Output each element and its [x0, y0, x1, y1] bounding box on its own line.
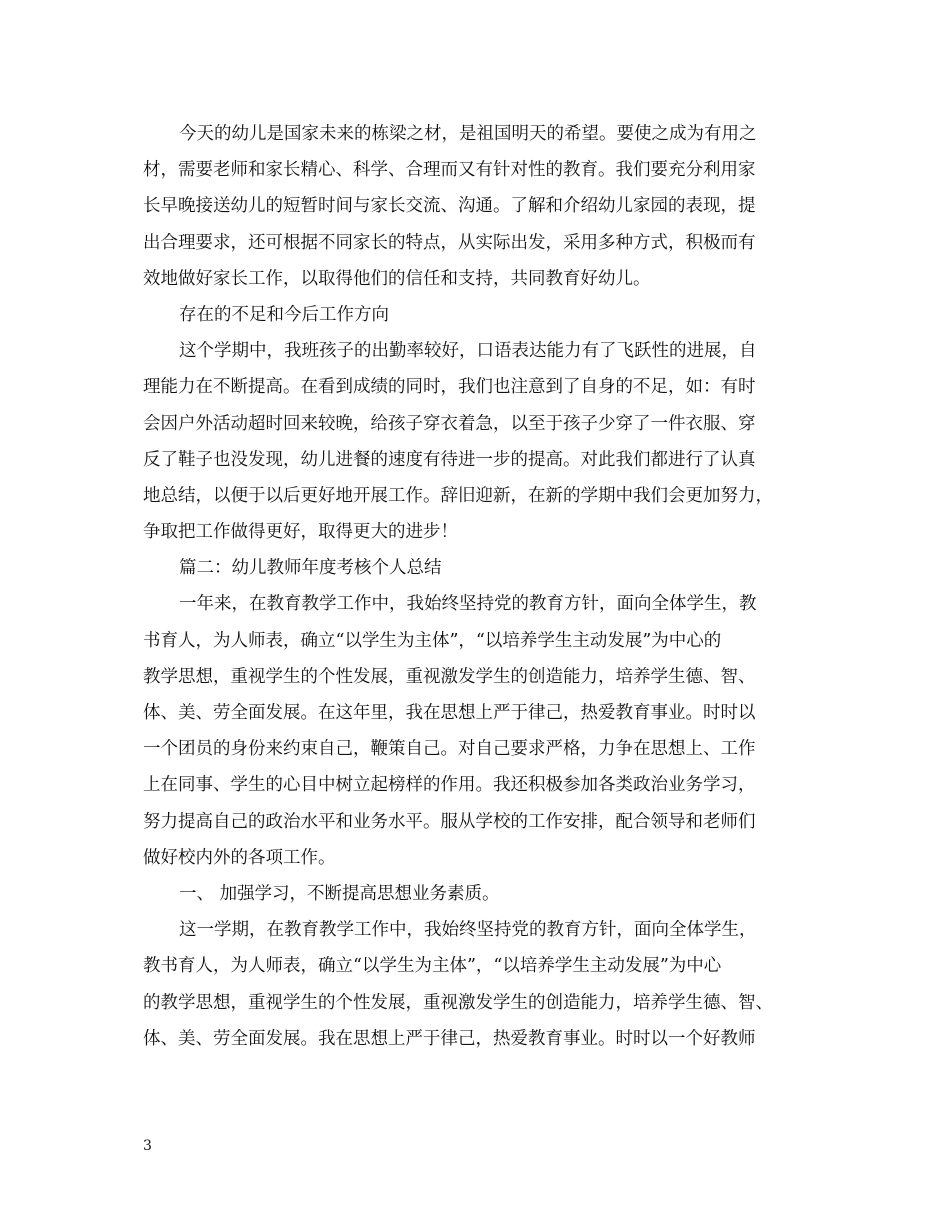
text-line: 上在同事、学生的心目中树立起榜样的作用。我还积极参加各类政治业务学习， — [143, 775, 756, 796]
text-line: 理能力在不断提高。在看到成绩的同时，我们也注意到了自身的不足，如：有时 — [143, 377, 756, 398]
text-line: 效地做好家长工作，以取得他们的信任和支持，共同教育好幼儿。 — [143, 268, 651, 289]
text-line: 地总结，以便于以后更好地开展工作。辞旧迎新，在新的学期中我们会更加努力， — [143, 485, 773, 506]
text-line: 做好校内外的各项工作。 — [143, 847, 336, 868]
text-line: 书育人，为人师表，确立“以学生为主体”，“以培养学生主动发展”为中心的 — [143, 630, 722, 651]
text-line: 今天的幼儿是国家未来的栋梁之材，是祖国明天的希望。要使之成为有用之 — [179, 124, 757, 144]
text-line: 这一学期，在教育教学工作中，我始终坚持党的教育方针，面向全体学生， — [179, 920, 757, 941]
document-body — [143, 116, 803, 1057]
text-line: 存在的不足和今后工作方向 — [179, 304, 389, 325]
text-line: 会因户外活动超时回来较晚，给孩子穿衣着急，以至于孩子少穿了一件衣服、穿 — [143, 413, 756, 434]
text-line: 反了鞋子也没发现，幼儿进餐的速度有待进一步的提高。对此我们都进行了认真 — [143, 449, 756, 470]
text-line: 一个团员的身份来约束自己，鞭策自己。对自己要求严格，力争在思想上、工作 — [143, 739, 756, 760]
text-line: 一、 加强学习，不断提高思想业务素质。 — [179, 883, 500, 904]
text-line: 教学思想，重视学生的个性发展，重视激发学生的创造能力，培养学生德、智、 — [143, 666, 756, 687]
text-line: 材，需要老师和家长精心、科学、合理而又有针对性的教育。我们要充分利用家 — [143, 160, 756, 181]
text-line: 出合理要求，还可根据不同家长的特点，从实际出发，采用多种方式，积极而有 — [143, 232, 756, 253]
text-line: 的教学思想，重视学生的个性发展，重视激发学生的创造能力，培养学生德、智、 — [143, 992, 773, 1013]
page-number: 3 — [143, 1138, 152, 1154]
text-line: 体、美、劳全面发展。我在思想上严于律己，热爱教育事业。时时以一个好教师 — [143, 1028, 756, 1049]
text-line: 体、美、劳全面发展。在这年里，我在思想上严于律己，热爱教育事业。时时以 — [143, 703, 756, 723]
text-line: 争取把工作做得更好，取得更大的进步！ — [143, 522, 458, 543]
text-line: 一年来，在教育教学工作中，我始终坚持党的教育方针，面向全体学生，教 — [179, 594, 757, 615]
text-line: 篇二：幼儿教师年度考核个人总结 — [179, 558, 442, 579]
text-line: 教书育人，为人师表，确立“以学生为主体”，“以培养学生主动发展”为中心 — [143, 956, 722, 977]
text-line: 这个学期中，我班孩子的出勤率较好，口语表达能力有了飞跃性的进展，自 — [179, 341, 757, 362]
text-line: 长早晚接送幼儿的短暂时间与家长交流、沟通。了解和介绍幼儿家园的表现，提 — [143, 196, 756, 217]
text-line: 努力提高自己的政治水平和业务水平。服从学校的工作安排，配合领导和老师们 — [143, 811, 756, 832]
